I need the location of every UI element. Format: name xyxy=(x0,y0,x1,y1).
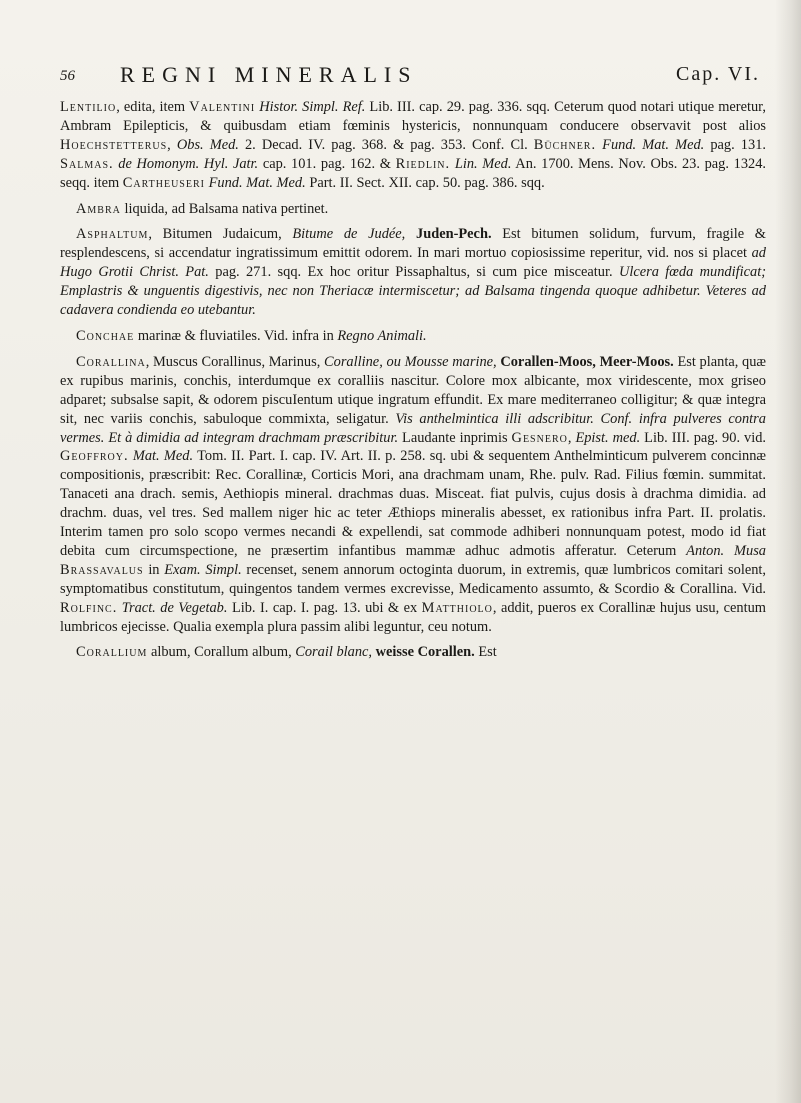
text-segment: Asphaltum xyxy=(76,226,149,243)
text-segment: Gesnero xyxy=(511,429,568,446)
text-segment: Est planta, quæ ex rupibus marinis, conchis, interdumque ex coralliis nascitur. Colore mox albicante, mox viridescente, mox griseo adparet; subsalse sapit, & odorem piscuIentum utique ingratum effundit. Ex mare mediterraneo colligitur; & quæ integra sit, nec variis conchis, sabuloque commixta, seligatur. xyxy=(60,353,767,427)
text-segment: Geoffroy. xyxy=(60,448,129,465)
text-segment: Lin. Med. xyxy=(454,155,512,172)
text-segment: in xyxy=(143,561,165,578)
text-segment: Lib. III. pag. 90. vid. xyxy=(640,429,767,446)
text-segment: , Bitumen Judaicum, xyxy=(148,226,293,243)
text-segment: Vis anthelmintica illi adscribitur. Conf. infra pulveres contra vermes. Et à dimidia ad integram drachmam præscribitur. xyxy=(60,410,766,446)
text-segment: Obs. Med. xyxy=(176,136,239,153)
text-segment: pag. 131. xyxy=(704,136,766,153)
text-segment: Matthiolo xyxy=(421,599,493,616)
text-segment: Salmas. xyxy=(60,155,114,172)
paragraph-conchae xyxy=(60,327,766,346)
paragraph-corallium xyxy=(60,643,766,662)
text-segment: Corallina xyxy=(76,353,146,370)
text-segment: Lib. I. cap. I. pag. 13. ubi & ex xyxy=(227,599,422,616)
page-header xyxy=(60,62,760,92)
text-segment: Corail blanc, xyxy=(295,644,373,661)
text-segment: , Muscus Corallinus, Marinus, xyxy=(145,353,325,370)
text-segment: Lib. III. cap. 29. pag. 336. sqq. Ceterum quod notari utique meretur, Ambram Epilepticis, & quibusdam etiam fœminis hystericis, nonnunquam conducere observavit post alios xyxy=(60,99,766,134)
text-segment: Riedlin. xyxy=(395,155,451,172)
paragraph-lentilio xyxy=(60,98,766,193)
text-segment: Ambra xyxy=(76,200,121,217)
text-segment: , edita, item xyxy=(116,99,190,115)
text-segment: Exam. Simpl. xyxy=(164,561,242,578)
text-segment: Bitume de Judée, xyxy=(292,226,406,243)
text-segment: Coralline, ou Mousse marine, xyxy=(324,353,497,370)
text-segment: Laudante inprimis xyxy=(398,429,512,446)
text-segment: Mat. Med. xyxy=(132,448,194,465)
text-segment: Valentini xyxy=(189,99,256,115)
text-segment: Tract. de Vegetab. xyxy=(121,599,228,616)
paragraph-corallina xyxy=(60,353,766,637)
text-segment: Brassavalus xyxy=(60,561,144,578)
text-segment: Histor. Simpl. Ref. xyxy=(259,99,366,115)
text-segment: Ulcera fœda mundificat; Emplastris & unguentis digestivis, nec non Theriacæ intermiscetur; ad Balsama tingenda quoque adhibetur. Veteres ad cadavera condienda eo utebantur. xyxy=(60,264,766,319)
running-head: REGNI MINERALIS xyxy=(120,62,418,87)
text-segment: Fund. Mat. Med. xyxy=(208,174,306,191)
text-segment: Part. II. Sect. XII. cap. 50. pag. 386. sqq. xyxy=(305,174,545,191)
text-segment: Anton. Musa xyxy=(686,542,766,559)
text-segment: Tom. II. Part. I. cap. IV. Art. II. p. 258. sq. ubi & sequentem Anthelminticum pulverem concinnæ compositionis, præscribit: Rec. Corallinæ, Corticis Mori, ana drachmam unam, Rhe. pulv. Rad. Filius fœmin. summitat. Tanaceti ana drach. semis, Aethiopis mineral. drachmas duas. Misceat. fiat pulvis, cujus dosis à drachma dimidia. ad drachm. duas, vel tres. Sed mallem niger hic ac teter Æthiops mineralis abesset, ex rationibus infra Part. II. prolatis. Interim tamen pro solo scopo vermes necandi & expellendi, sat commode adhiberi nonnunquam potest, modo id fiat debita cum circumspectione, ne præsertim infantibus mammæ adhuc admotis afferatur. Ceterum xyxy=(60,448,766,559)
text-segment: Lentilio xyxy=(60,99,117,115)
paragraph-ambra xyxy=(60,200,766,219)
text-segment: ad Hugo Grotii Christ. Pat. xyxy=(60,245,766,281)
text-segment: liquida, ad Balsama nativa pertinet. xyxy=(120,200,329,217)
text-segment: Regno Animali. xyxy=(337,327,427,344)
text-segment: , xyxy=(167,136,177,153)
text-segment: Fund. Mat. Med. xyxy=(602,136,705,153)
text-segment: de Homonym. Hyl. Jatr. xyxy=(118,155,259,172)
body-text xyxy=(60,98,766,669)
text-segment: Hoechstetterus xyxy=(60,136,168,153)
text-segment: Cartheuseri xyxy=(122,174,205,191)
text-segment: , addit, pueros ex Corallinæ hujus usu, centum lumbricos ejecisse. Qualia exempla plura passim alibi leguntur, ceu notum. xyxy=(60,599,767,635)
text-segment: cap. 101. pag. 162. & xyxy=(258,155,396,172)
text-segment: Est xyxy=(474,644,497,661)
text-segment: Est bitumen solidum, furvum, fragile & resplendescens, si accendatur ingratissimum emittit odorem. In mari mortuo copiosissime reperitur, vid. nos si placet xyxy=(60,226,766,262)
text-segment: pag. 271. sqq. Ex hoc oritur Pissaphaltus, si cum pice misceatur. xyxy=(208,264,619,281)
text-segment: Rolfinc. xyxy=(60,599,118,616)
text-segment: album, Corallum album, xyxy=(147,644,296,661)
page-edge-shadow xyxy=(775,0,801,1103)
chapter-label: Cap. VI. xyxy=(676,63,760,85)
text-segment: Epist. med. xyxy=(575,429,641,446)
text-segment: marinæ & fluviatiles. Vid. infra in xyxy=(134,327,338,344)
text-segment: recenset, senem annorum octoginta duorum, in extremis, quæ lumbricos comitari solent, symptomatibus constitutum, quingentos tandem vermes excrevisse, Medicamento assumto, & Scordio & Corallina. Vid. xyxy=(60,561,767,597)
text-segment: 2. Decad. IV. pag. 368. & pag. 353. Conf. Cl. xyxy=(238,136,534,153)
text-segment: Juden-Pech. xyxy=(405,226,492,243)
text-segment: Büchner. xyxy=(533,136,597,153)
page-number: 56 xyxy=(60,68,75,84)
text-segment: Conchae xyxy=(76,327,135,344)
text-segment: Corallium xyxy=(76,644,148,661)
text-segment: , xyxy=(567,429,576,446)
text-segment: weisse Corallen. xyxy=(372,644,475,661)
paragraph-asphaltum xyxy=(60,225,766,320)
text-segment: An. 1700. Mens. Nov. Obs. 23. pag. 1324. seqq. item xyxy=(60,155,767,191)
text-segment: Corallen-Moos, Meer-Moos. xyxy=(496,353,674,370)
